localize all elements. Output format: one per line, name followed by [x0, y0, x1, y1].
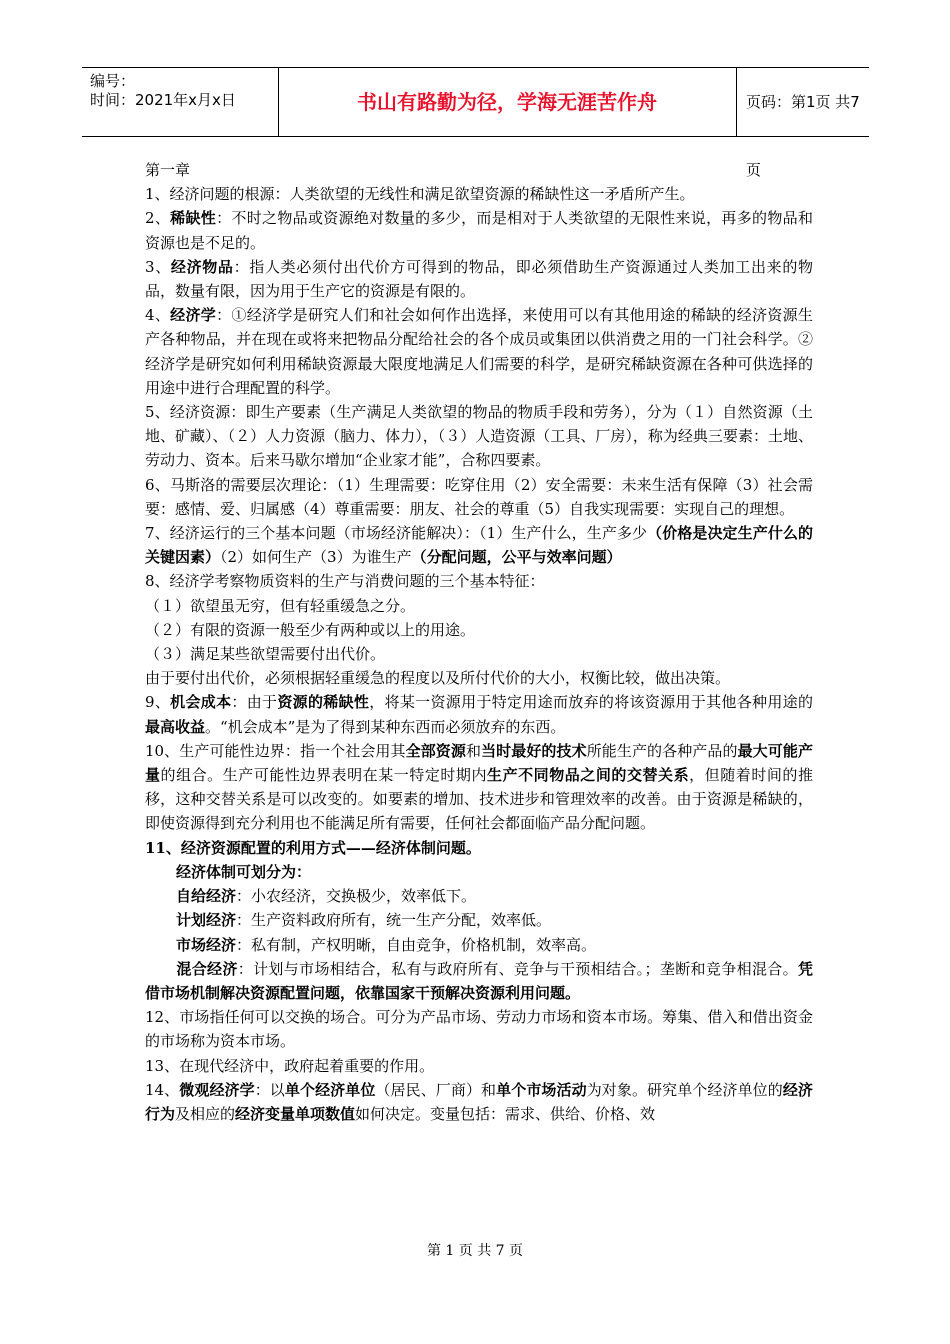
bold-term: 市场经济 — [176, 935, 237, 954]
bold-phrase: 当时最好的技术 — [481, 741, 587, 760]
text: ：不时之物品或资源绝对数量的多少，而是相对于人类欲望的无限性来说，再多的物品和资源也是不足的。 — [145, 209, 813, 252]
text: （居民、厂商）和 — [375, 1080, 497, 1099]
header-motto: 书山有路勤为径，学海无涯苦作舟 — [278, 68, 737, 136]
bold-phrase: 经济行为 — [145, 1080, 813, 1123]
header-page-label: 页码：第1页 共7页 — [746, 93, 860, 179]
text: ，但随着时间的推移，这种交替关系是可以改变的。如要素的增加、技术进步和管理效率的改善。由于资源是稀缺的，即使资源得到充分利用也不能满足所有需要，任何社会都面临产品分配问题。 — [145, 766, 813, 833]
paragraph-9 — [145, 690, 813, 738]
text: 如何决定。变量包括：需求、供给、价格、效 — [355, 1104, 656, 1123]
paragraph-12: 12、市场指任何可以交换的场合。可分为产品市场、劳动力市场和资本市场。筹集、借入和借出资金的市场称为资本市场。 — [145, 1008, 813, 1051]
text: ：以 — [254, 1080, 285, 1099]
list-item: （３）满足某些欲望需要付出代价。 — [145, 645, 386, 664]
text: ：计划与市场相结合，私有与政府所有、竞争与干预相结合。；垄断和竞争相混合。 — [237, 959, 798, 978]
bold-note: （价格是决定生产什么的关键因素） — [145, 524, 813, 567]
paragraph-5: 5、经济资源：即生产要素（生产满足人类欲望的物品的物质手段和劳务），分为（１）自然资源（土地、矿藏）、（２）人力资源（脑力、体力），（３）人造资源（工具、厂房），称为经典三要素：土地、劳动力、资本。后来马歇尔增加“企业家才能”，合称四要素。 — [145, 403, 813, 470]
time-label: 时间：2021年x月x日 — [90, 91, 236, 109]
paragraph-3 — [145, 255, 813, 303]
text: 7、经济运行的三个基本问题（市场经济能解决）：（1）生产什么，生产多少 — [145, 524, 648, 543]
chapter-title: 第一章 — [145, 161, 191, 179]
bold-phrase: 经济变量单项数值 — [235, 1104, 356, 1123]
bold-phrase: 全部资源 — [405, 741, 466, 760]
text: 9、 — [145, 693, 171, 712]
text: 4、 — [145, 306, 171, 325]
paragraph-8-conclusion: 由于要付出代价，必须根据轻重缓急的程度以及所付代价的大小，权衡比较，做出决策。 — [145, 669, 731, 688]
bold-term: 自给经济 — [176, 887, 237, 906]
list-item: （１）欲望虽无穷，但有轻重缓急之分。 — [145, 596, 416, 615]
header-info-cell — [82, 68, 279, 136]
bold-term: 混合经济 — [176, 959, 238, 978]
paragraph-1: 1、经济问题的根源：人类欲望的无线性和满足欲望资源的稀缺性这一矛盾所产生。 — [145, 185, 695, 204]
paragraph-11: 11、经济资源配置的利用方式——经济体制问题。 — [145, 838, 481, 857]
list-item: （２）有限的资源一般至少有两种或以上的用途。 — [145, 620, 476, 639]
paragraph-8: 8、经济学考察物质资料的生产与消费问题的三个基本特征： — [145, 572, 545, 591]
bold-phrase: 单个市场活动 — [496, 1080, 587, 1099]
text: ：指人类必须付出代价方可得到的物品，即必须借助生产资源通过人类加工出来的物品，数量有限，因为用于生产它的资源是有限的。 — [145, 257, 813, 301]
term-economics: 经济学 — [170, 306, 217, 325]
text: 10、生产可能性边界：指一个社会用其 — [145, 741, 406, 760]
text: 14、 — [145, 1080, 180, 1099]
paragraph-4 — [145, 303, 813, 400]
text: （2）如何生产（3）为谁生产 — [220, 548, 412, 567]
text: 2、 — [145, 209, 171, 228]
bold-phrase: 凭借市场机制解决资源配置问题，依靠国家干预解决资源利用问题。 — [145, 959, 813, 1002]
bold-term: 计划经济 — [176, 911, 237, 930]
paragraph-10 — [145, 739, 813, 836]
page-footer: 第 1 页 共 7 页 — [426, 1243, 524, 1259]
paragraph-6: 6、马斯洛的需要层次理论：（1）生理需要：吃穿住用（2）安全需要：未来生活有保障（3）社会需要：感情、爱、归属感（4）尊重需要：朋友、社会的尊重（5）自我实现需要：实现自己的理想。 — [145, 475, 813, 518]
document-body — [145, 158, 813, 1126]
bold-note: （分配问题，公平与效率问题） — [411, 548, 622, 567]
text: ：私有制，产权明晰，自由竞争，价格机制，效率高。 — [236, 935, 597, 954]
text: 所能生产的各种产品的 — [586, 741, 738, 760]
bold-phrase: 单个经济单位 — [284, 1080, 376, 1099]
term-opportunity-cost: 机会成本 — [170, 693, 232, 712]
text: ：生产资料政府所有，统一生产分配，效率低。 — [236, 911, 552, 930]
text: 为对象。研究单个经济单位的 — [586, 1080, 783, 1099]
paragraph-2 — [145, 206, 813, 254]
bold-phrase: 最高收益 — [145, 717, 206, 736]
term-scarcity: 稀缺性 — [170, 209, 217, 228]
text: 和 — [465, 741, 482, 760]
text: 及相应的 — [175, 1104, 236, 1123]
text: 。“机会成本”是为了得到某种东西而必须放弃的东西。 — [205, 717, 566, 736]
list-item — [145, 908, 813, 932]
list-item — [145, 933, 813, 957]
text: ：由于 — [231, 693, 278, 712]
text: ，将某一资源用于特定用途而放弃的将该资源用于其他各种用途的 — [369, 693, 813, 712]
text: ：小农经济，交换极少，效率低下。 — [236, 887, 477, 906]
bold-phrase: 资源的稀缺性 — [277, 693, 370, 712]
list-item — [145, 884, 813, 908]
text: 的组合。生产可能性边界表明在某一特定时期内 — [160, 766, 488, 785]
text: 3、 — [145, 257, 171, 276]
text: ：①经济学是研究人们和社会如何作出选择，来使用可以有其他用途的稀缺的经济资源生产各种物品，并在现在或将来把物品分配给社会的各个成员或集团以供消费之用的一门社会科学。②经济学是研究如何利用稀缺资源最大限度地满足人们需要的科学，是研究稀缺资源在各种可供选择的用途中进行合理配置的科学。 — [145, 306, 813, 397]
paragraph-14 — [145, 1078, 813, 1126]
paragraph-7 — [145, 521, 813, 569]
list-item — [145, 957, 813, 1005]
term-economic-goods: 经济物品 — [170, 257, 234, 276]
number-label: 编号： — [90, 72, 136, 90]
term-microeconomics: 微观经济学 — [179, 1080, 255, 1099]
list-item: 经济体制可划分为： — [176, 862, 312, 881]
bold-phrase: 最大可能产量 — [145, 741, 813, 785]
bold-phrase: 生产不同物品之间的交替关系 — [487, 766, 690, 785]
paragraph-13: 13、在现代经济中，政府起着重要的作用。 — [145, 1056, 435, 1075]
